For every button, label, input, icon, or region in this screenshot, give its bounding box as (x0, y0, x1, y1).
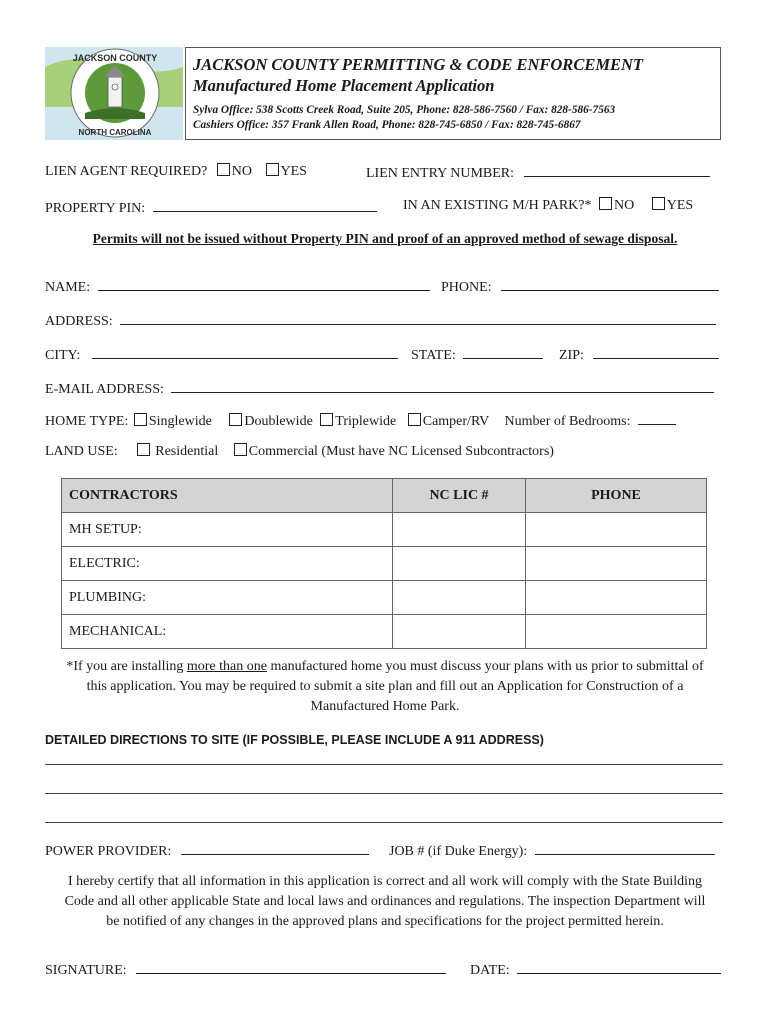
table-row (62, 615, 707, 649)
electric-cell[interactable]: ELECTRIC: (62, 547, 393, 581)
triplewide-label: Triplewide (335, 414, 397, 429)
electric-phone-cell[interactable] (526, 547, 707, 581)
lien-no-checkbox[interactable] (217, 163, 230, 176)
contractors-header: CONTRACTORS (62, 479, 393, 513)
mh-setup-lic-cell[interactable] (393, 513, 526, 547)
power-provider-label: POWER PROVIDER: (45, 844, 172, 859)
directions-line-2[interactable] (45, 793, 723, 794)
date-field[interactable] (517, 959, 721, 974)
multi-home-note-line3: Manufactured Home Park. (310, 699, 460, 714)
residential-label: Residential (155, 444, 219, 459)
date-row (470, 959, 721, 979)
mechanical-lic-cell[interactable] (393, 615, 526, 649)
lien-entry-label: LIEN ENTRY NUMBER: (366, 166, 515, 181)
plumbing-lic-cell[interactable] (393, 581, 526, 615)
phone-label: PHONE: (441, 280, 492, 295)
residential-checkbox[interactable] (137, 443, 150, 456)
lien-entry-row (366, 162, 710, 182)
address-row (45, 310, 716, 330)
note-text-post: manufactured home you must discuss your plans with us prior to submittal of (266, 659, 704, 674)
mh-setup-cell[interactable]: MH SETUP: (62, 513, 393, 547)
property-pin-label: PROPERTY PIN: (45, 201, 146, 216)
job-number-row (389, 840, 715, 860)
name-field[interactable] (98, 276, 430, 291)
mh-park-row (403, 197, 693, 214)
state-row (411, 344, 543, 364)
zip-row (559, 344, 719, 364)
bedrooms-label: Number of Bedrooms: (504, 414, 631, 429)
directions-line-1[interactable] (45, 764, 723, 765)
land-use-label: LAND USE: (45, 444, 118, 459)
home-type-row (45, 410, 676, 430)
form-subtitle: Manufactured Home Placement Application (193, 76, 495, 95)
logo-top-text: JACKSON COUNTY (72, 53, 158, 63)
multi-home-note-line2: this application. You may be required to submit a site plan and fill out an Application for Construction of a (86, 679, 684, 694)
commercial-label: Commercial (Must have NC Licensed Subcontractors) (248, 444, 554, 459)
email-label: E-MAIL ADDRESS: (45, 382, 164, 397)
certify-line2: Code and all other applicable State and local laws and ordinances and regulations. The inspection Department will (64, 894, 706, 909)
multi-home-note-line1 (45, 657, 725, 677)
property-pin-field[interactable] (153, 197, 377, 212)
address-label: ADDRESS: (45, 314, 113, 329)
directions-label: DETAILED DIRECTIONS TO SITE (IF POSSIBLE, PLEASE INCLUDE A 911 ADDRESS) (45, 733, 544, 747)
city-field[interactable] (92, 344, 398, 359)
mh-park-no-label: NO (614, 198, 635, 213)
contractors-table (61, 478, 707, 649)
home-type-label: HOME TYPE: (45, 414, 129, 429)
county-seal-logo (45, 47, 183, 140)
email-field[interactable] (171, 378, 714, 393)
power-provider-field[interactable] (181, 840, 369, 855)
logo-bottom-text: NORTH CAROLINA (78, 128, 152, 137)
form-title: JACKSON COUNTY PERMITTING & CODE ENFORCEMENT (193, 55, 643, 74)
note-text-pre: *If you are installing (66, 659, 187, 674)
sylva-office-info: Sylva Office: 538 Scotts Creek Road, Suite 205, Phone: 828-586-7560 / Fax: 828-586-7563 (193, 104, 616, 116)
zip-field[interactable] (593, 344, 719, 359)
state-label: STATE: (411, 348, 456, 363)
certify-line3: be notified of any changes in the approved plans and specifications for the project permitted herein. (106, 914, 664, 929)
lien-no-label: NO (231, 164, 253, 179)
camper-rv-checkbox[interactable] (408, 413, 421, 426)
table-row (62, 547, 707, 581)
land-use-row (45, 443, 554, 460)
phone-field[interactable] (501, 276, 719, 291)
doublewide-checkbox[interactable] (229, 413, 242, 426)
table-row (62, 513, 707, 547)
mh-park-no-checkbox[interactable] (599, 197, 612, 210)
power-provider-row (45, 840, 369, 860)
lien-agent-label: LIEN AGENT REQUIRED? (45, 164, 208, 179)
directions-line-3[interactable] (45, 822, 723, 823)
signature-field[interactable] (136, 959, 446, 974)
singlewide-checkbox[interactable] (134, 413, 147, 426)
note-text-emphasis: more than one (186, 659, 267, 674)
certification-text (45, 872, 725, 932)
job-number-field[interactable] (535, 840, 715, 855)
lien-yes-checkbox[interactable] (266, 163, 279, 176)
email-row (45, 378, 714, 398)
name-label: NAME: (45, 280, 91, 295)
cashiers-office-info: Cashiers Office: 357 Frank Allen Road, Phone: 828-745-6850 / Fax: 828-745-6867 (193, 119, 581, 131)
plumbing-phone-cell[interactable] (526, 581, 707, 615)
date-label: DATE: (470, 963, 510, 978)
lien-agent-row (45, 163, 307, 180)
lien-entry-field[interactable] (524, 162, 710, 177)
signature-label: SIGNATURE: (45, 963, 127, 978)
mechanical-cell[interactable]: MECHANICAL: (62, 615, 393, 649)
commercial-checkbox[interactable] (234, 443, 247, 456)
mh-setup-phone-cell[interactable] (526, 513, 707, 547)
city-label: CITY: (45, 348, 81, 363)
name-row (45, 276, 430, 296)
lien-yes-label: YES (280, 164, 307, 179)
mh-park-yes-label: YES (666, 198, 694, 213)
mh-park-label: IN AN EXISTING M/H PARK?* (403, 198, 592, 213)
property-pin-row (45, 197, 377, 217)
contractor-phone-header: PHONE (526, 479, 707, 513)
doublewide-label: Doublewide (244, 414, 313, 429)
mh-park-yes-checkbox[interactable] (652, 197, 665, 210)
address-field[interactable] (120, 310, 716, 325)
state-field[interactable] (463, 344, 543, 359)
triplewide-checkbox[interactable] (320, 413, 333, 426)
mechanical-phone-cell[interactable] (526, 615, 707, 649)
multi-home-note (45, 657, 725, 717)
nc-lic-header: NC LIC # (393, 479, 526, 513)
signature-row (45, 959, 446, 979)
zip-label: ZIP: (559, 348, 584, 363)
city-row (45, 344, 398, 364)
bedrooms-field[interactable] (638, 410, 676, 425)
plumbing-cell[interactable]: PLUMBING: (62, 581, 393, 615)
table-row (62, 581, 707, 615)
camper-rv-label: Camper/RV (422, 414, 490, 429)
phone-row (441, 276, 719, 296)
contractors-header-row (62, 479, 707, 513)
singlewide-label: Singlewide (148, 414, 212, 429)
certify-line1: I hereby certify that all information in this application is correct and all work will comply with the State Building (67, 874, 703, 889)
sewage-notice: Permits will not be issued without Property PIN and proof of an approved method of sewage disposal. (92, 231, 678, 246)
electric-lic-cell[interactable] (393, 547, 526, 581)
job-number-label: JOB # (if Duke Energy): (389, 844, 528, 859)
